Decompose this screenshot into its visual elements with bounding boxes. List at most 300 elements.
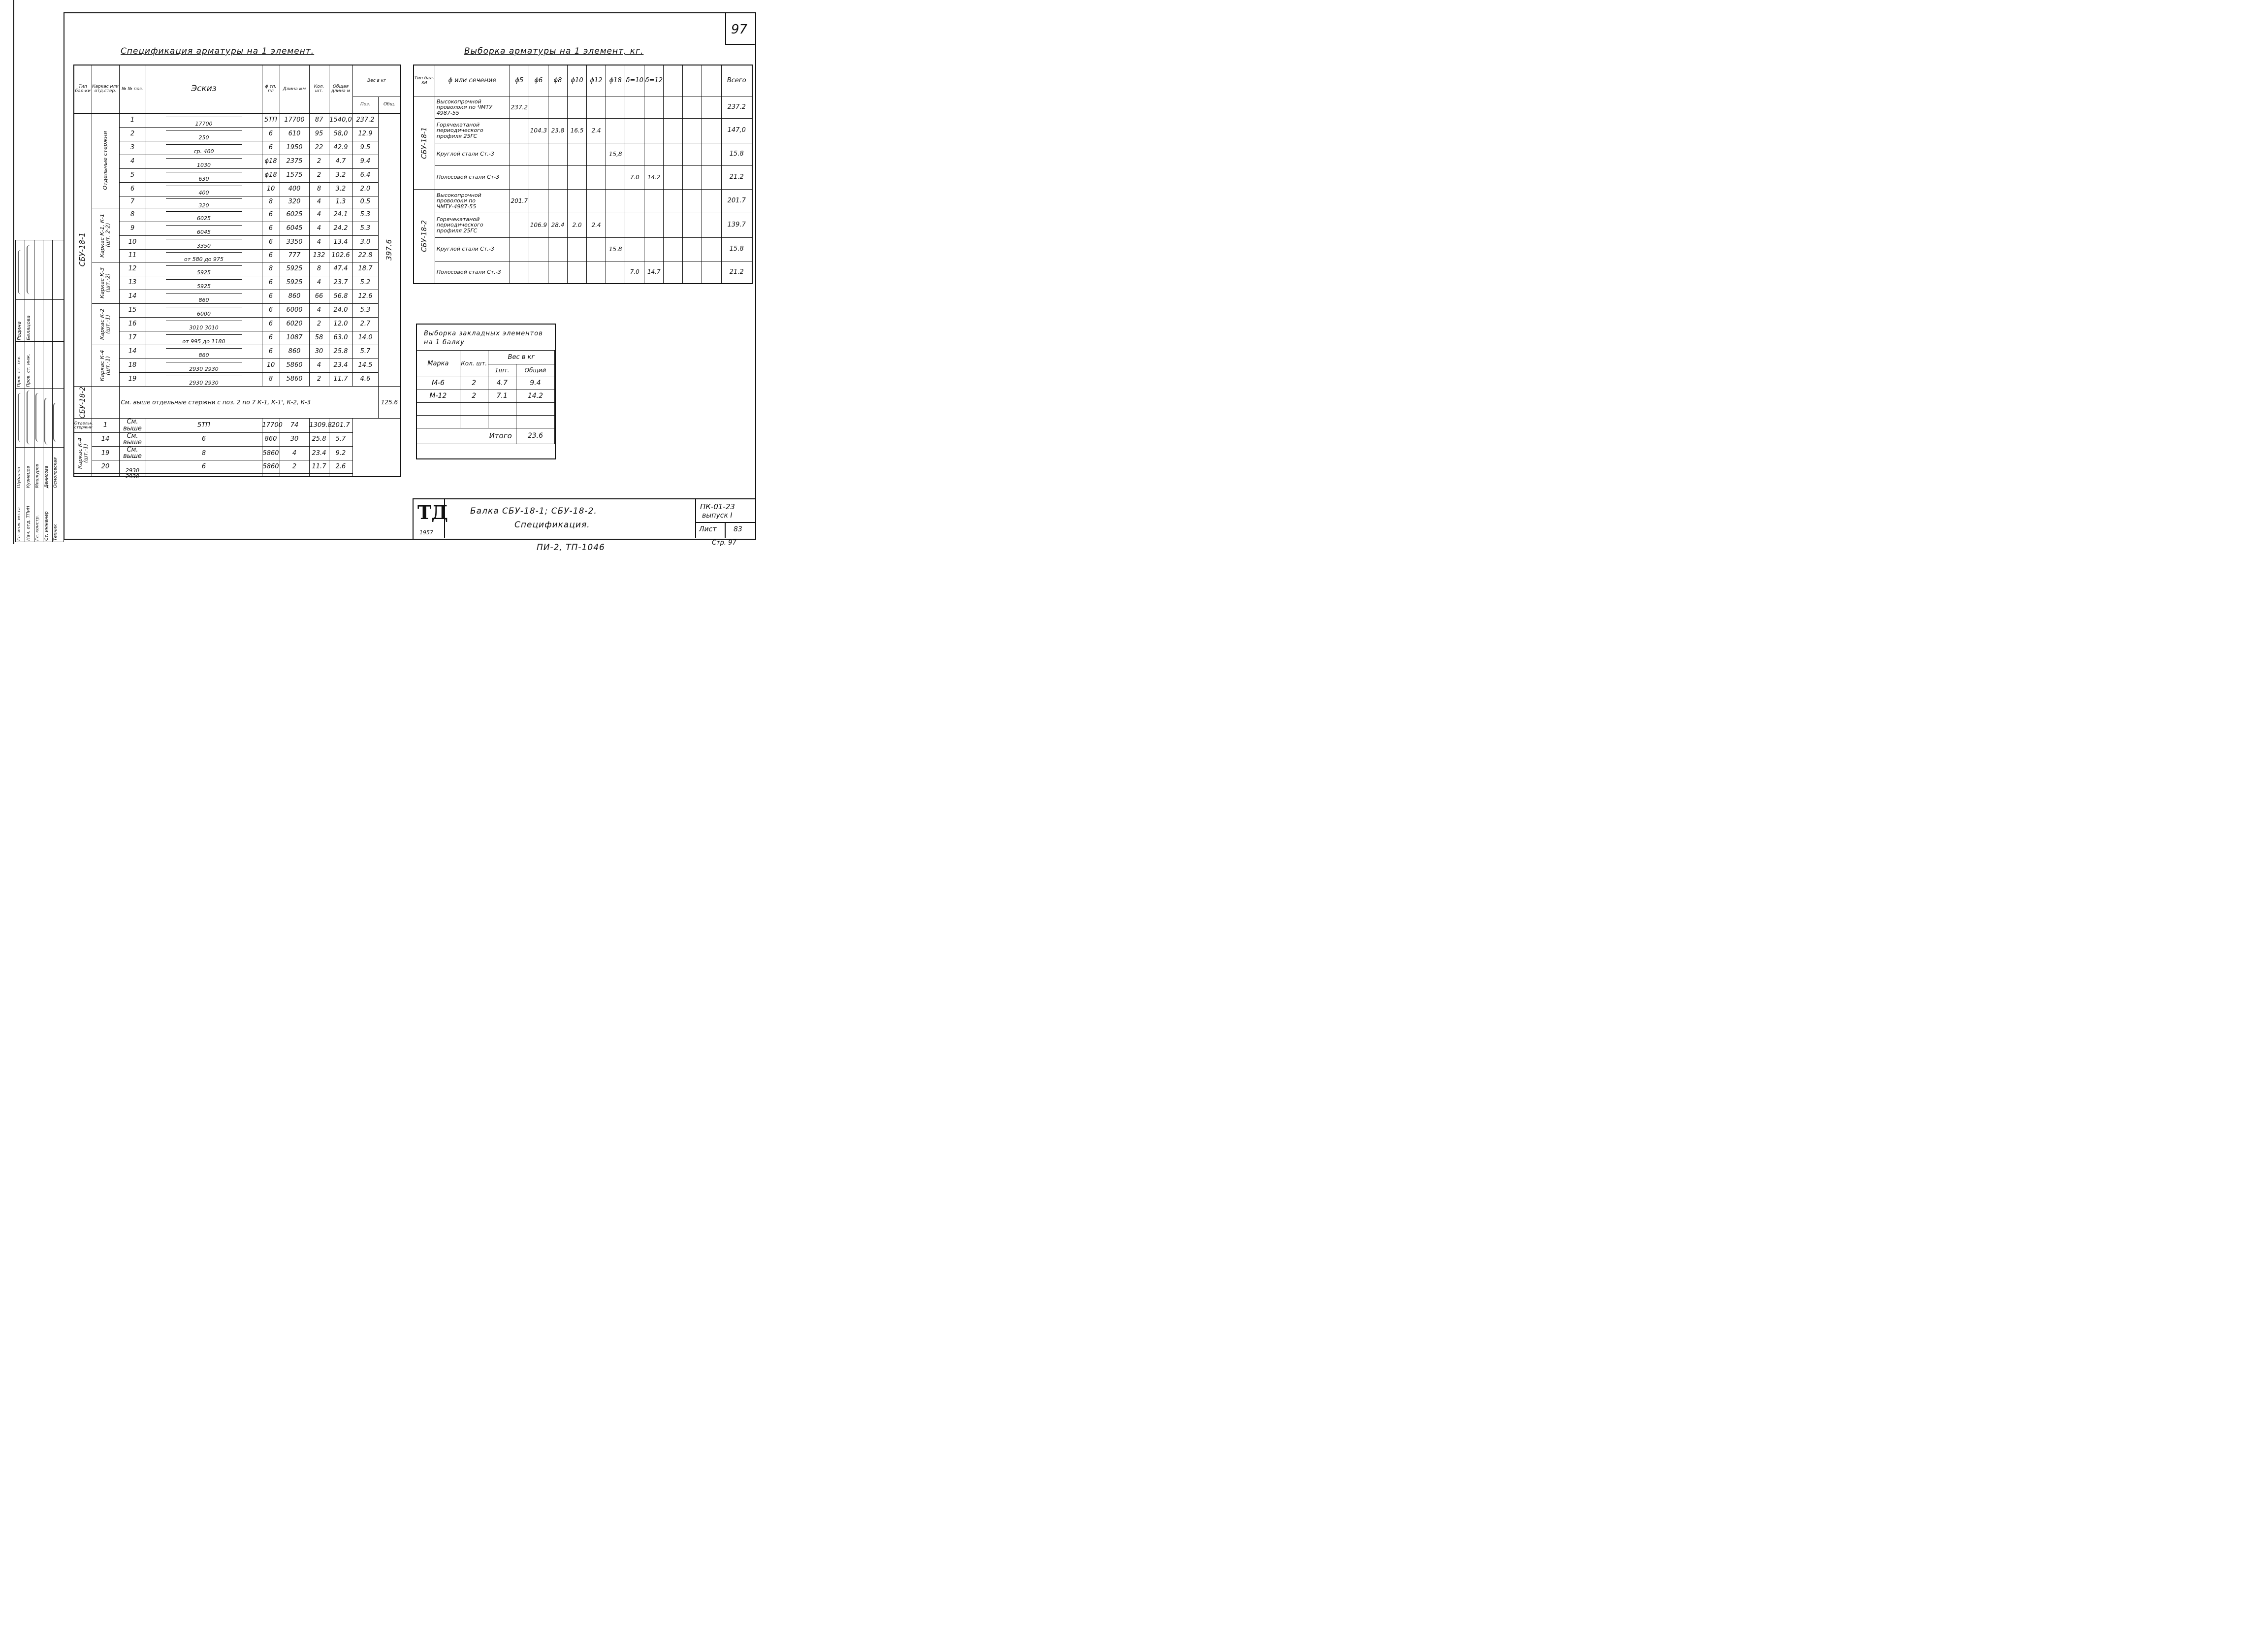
table-row: [74, 208, 401, 222]
frame-group-label: Отдельн. стержни: [74, 421, 94, 429]
sample-h-col: ϕ18: [606, 65, 625, 97]
sample-h-col: δ=12: [644, 65, 664, 97]
pos-cell: 5: [119, 168, 146, 182]
sample-value: [702, 237, 721, 261]
spec-len: 320: [280, 196, 309, 208]
pos-cell: 14: [119, 290, 146, 303]
pos-cell: 8: [119, 208, 146, 222]
spec-h-w-total: Общ.: [378, 97, 401, 113]
sketch-dimension: 17700: [195, 121, 213, 127]
frame-group-label: Каркас К-4 (шт.·1): [76, 437, 89, 469]
table-row: [74, 446, 401, 460]
signature-mark: [44, 397, 51, 445]
spec-len: 6000: [280, 303, 309, 317]
stamp-role: Нач. отд. ТПиН: [26, 506, 31, 541]
logo-year: 1957: [419, 529, 433, 536]
sample-value: [510, 118, 529, 143]
see-above: См. выше: [123, 446, 142, 460]
sketch-cell: [146, 168, 262, 182]
spec-phi: 6: [262, 276, 280, 290]
spec-cnt: 2: [280, 460, 309, 474]
sample-total: 201.7: [721, 189, 752, 213]
embedded-box: [416, 324, 556, 459]
sample-value: [548, 143, 567, 165]
spec-phi: 10: [262, 358, 280, 372]
spec-len: 5860: [280, 372, 309, 386]
sketch-cell: [146, 290, 262, 303]
spec-wp: 5.3: [352, 222, 378, 235]
sample-value: [568, 97, 587, 118]
spec-len: 610: [280, 127, 309, 141]
table-row: [74, 372, 401, 386]
signature-mark: [35, 392, 42, 443]
sample-h-col: [683, 65, 702, 97]
table-row: [74, 127, 401, 141]
sample-total: 139.7: [721, 213, 752, 237]
spec-wp: 6.4: [352, 168, 378, 182]
spec-body-sbu1: [74, 113, 401, 386]
spec-wp: 5.3: [352, 303, 378, 317]
rebar-line: [166, 211, 242, 212]
sample-value: [587, 97, 606, 118]
table-row: [74, 317, 401, 331]
emb-mark: М-12: [416, 390, 460, 403]
table-row: [416, 377, 555, 390]
table-row: [74, 358, 401, 372]
spec-cnt: 58: [309, 331, 329, 345]
sample-value: [568, 143, 587, 165]
table-row: [74, 303, 401, 317]
spec-wp: 9.2: [329, 446, 352, 460]
spec-cnt: 22: [309, 141, 329, 155]
spec-phi: 6: [262, 235, 280, 249]
sample-value: [510, 237, 529, 261]
spec-wp: 9.4: [352, 155, 378, 168]
sample-value: [568, 165, 587, 189]
stamp-role: Гл. констр.: [35, 515, 40, 541]
sample-value: [529, 237, 548, 261]
sbu1-total: 397.6: [384, 239, 394, 261]
sample-value: [664, 213, 683, 237]
sample-value: [625, 118, 644, 143]
sketch-cell: [146, 345, 262, 358]
table-row: [74, 276, 401, 290]
spec-wp: 22.8: [352, 249, 378, 262]
embedded-title: Выборка закладных элементов на 1 балку: [424, 330, 543, 347]
sample-value: [644, 97, 664, 118]
sketch-cell: [119, 432, 146, 446]
spec-len: 1950: [280, 141, 309, 155]
sample-value: [587, 165, 606, 189]
pos-cell: 9: [119, 222, 146, 235]
sketch-dimension: 2930 2930: [126, 467, 139, 480]
sketch-cell: [146, 249, 262, 262]
table-row: [74, 460, 401, 474]
see-above: См. выше: [123, 432, 142, 447]
rebar-line: [166, 225, 242, 226]
sample-h-col: ϕ6: [529, 65, 548, 97]
spec-len: 2375: [280, 155, 309, 168]
spec-tl: 58,0: [329, 127, 352, 141]
table-row: [74, 155, 401, 168]
frame-group-cell: [92, 303, 119, 345]
itogo-label: Итого: [416, 428, 516, 444]
signature-mark: [53, 402, 60, 443]
spec-tl: 23.7: [329, 276, 352, 290]
sample-value: [625, 213, 644, 237]
spec-wp: 4.6: [352, 372, 378, 386]
sample-value: [683, 165, 702, 189]
spec-h-w-pos: Поз.: [352, 97, 378, 113]
spec-len: 1087: [280, 331, 309, 345]
sample-value: 7.0: [625, 261, 644, 284]
table-row: [414, 118, 752, 143]
spec-phi: ϕ18: [262, 155, 280, 168]
sample-type-cell: [414, 97, 435, 189]
sbu2-label: СБУ-18-2: [78, 386, 87, 419]
rebar-line: [166, 279, 242, 280]
spec-phi: 6: [262, 290, 280, 303]
pos-cell: 14: [92, 432, 119, 446]
sample-value: 201.7: [510, 189, 529, 213]
spec-cnt: 30: [280, 432, 309, 446]
spec-tl: 24.2: [329, 222, 352, 235]
spec-cnt: 2: [309, 155, 329, 168]
logo-box: [414, 499, 448, 538]
sample-total: 147,0: [721, 118, 752, 143]
spec-cnt: 87: [309, 113, 329, 127]
sketch-dimension: от 580 до 975: [184, 256, 224, 262]
spec-cnt: 4: [280, 446, 309, 460]
spec-wp: 0.5: [352, 196, 378, 208]
sketch-dimension: 860: [198, 352, 209, 358]
pos-cell: 18: [119, 358, 146, 372]
sample-value: [529, 165, 548, 189]
sheet-number: 83: [734, 525, 742, 533]
table-row: [414, 97, 752, 118]
frame-group-cell: [92, 113, 119, 208]
spec-cnt: 95: [309, 127, 329, 141]
page-number: 97: [731, 22, 748, 37]
pos-cell: 17: [119, 331, 146, 345]
sample-value: 2.4: [587, 118, 606, 143]
sample-value: 14.2: [644, 165, 664, 189]
table-row: [414, 237, 752, 261]
spec-tl: 23.4: [309, 446, 329, 460]
pos-cell: 16: [119, 317, 146, 331]
sample-value: [683, 189, 702, 213]
sample-value: 28.4: [548, 213, 567, 237]
table-row: [74, 432, 401, 446]
rebar-line: [166, 252, 242, 253]
page-number-box: [725, 12, 755, 45]
emb-total: 14.2: [516, 390, 554, 403]
sketch-dimension: 630: [198, 176, 209, 182]
table-row: [74, 222, 401, 235]
spec-tl: 63.0: [329, 331, 352, 345]
table-row: [74, 141, 401, 155]
spec-phi: 6: [262, 331, 280, 345]
sketch-dimension: 320: [198, 202, 209, 209]
sample-value: [644, 118, 664, 143]
table-row: [414, 189, 752, 213]
see-above: См. выше: [123, 418, 142, 432]
doc-code: ПК-01-23: [700, 502, 735, 511]
spec-len: 1575: [280, 168, 309, 182]
stamp-role: Пров. ст. тех.: [17, 356, 22, 387]
sample-value: [510, 213, 529, 237]
signature-mark: [27, 390, 33, 445]
spec-len: 6020: [280, 317, 309, 331]
sample-value: [683, 143, 702, 165]
spec-len: 5860: [262, 460, 280, 474]
table-row: [74, 345, 401, 358]
spec-cnt: 4: [309, 235, 329, 249]
material-name: Круглой стали Ст.-3: [435, 237, 510, 261]
spec-cnt: 4: [309, 222, 329, 235]
spec-phi: 8: [262, 196, 280, 208]
sample-value: 2.4: [587, 213, 606, 237]
sketch-dimension: 6000: [197, 311, 211, 317]
spec-len: 5860: [262, 446, 280, 460]
spec-cnt: 2: [309, 168, 329, 182]
sample-value: [510, 143, 529, 165]
rebar-line: [166, 265, 242, 266]
spec-tl: 47.4: [329, 262, 352, 276]
sample-value: 104.3: [529, 118, 548, 143]
sample-value: [548, 189, 567, 213]
sample-value: [664, 237, 683, 261]
rebar-line: [166, 144, 242, 145]
spec-tl: 23.4: [329, 358, 352, 372]
spec-wp: 5.2: [352, 276, 378, 290]
sample-value: [702, 165, 721, 189]
sample-value: [529, 97, 548, 118]
spec-cnt: 4: [309, 358, 329, 372]
spec-wp: 201.7: [329, 419, 352, 432]
spec-len: 777: [280, 249, 309, 262]
table-row: [74, 419, 401, 432]
sketch-cell: [146, 182, 262, 196]
spec-tl: 1309.8: [309, 419, 329, 432]
sketch-cell: [146, 235, 262, 249]
spec-h-phi: ϕ тп, пл: [262, 65, 280, 113]
spec-len: 5925: [280, 262, 309, 276]
sample-value: [587, 189, 606, 213]
sketch-dimension: 1030: [197, 162, 211, 168]
emb-h-total: Общий: [516, 364, 554, 377]
sketch-cell: [146, 127, 262, 141]
spec-tl: 102.6: [329, 249, 352, 262]
stamp-row-line: [16, 447, 64, 448]
pos-cell: 19: [119, 372, 146, 386]
sample-title: Выборка арматуры на 1 элемент, кг.: [464, 46, 644, 56]
frame-group-label: Каркас К-3 (шт.·2): [99, 267, 111, 298]
sample-value: [606, 118, 625, 143]
material-name: Круглой стали Ст.-3: [435, 143, 510, 165]
spec-body-sbu2: [74, 418, 401, 480]
stamp-name: Мишкуров: [35, 463, 40, 488]
sample-value: [548, 237, 567, 261]
sketch-cell: [146, 113, 262, 127]
spec-phi: 5ТП: [146, 419, 262, 432]
logo: ТД: [417, 501, 448, 523]
sketch-cell: [146, 331, 262, 345]
page-label: Стр. 97: [712, 539, 736, 547]
stamp-name: Осмоловская: [53, 457, 58, 488]
doc-issue: выпуск I: [702, 512, 733, 520]
pos-cell: 1: [119, 113, 146, 127]
sample-h-col: ϕ10: [568, 65, 587, 97]
sample-value: [625, 143, 644, 165]
sketch-cell: [146, 276, 262, 290]
material-name: Высокопрочной проволоки по ЧМТУ 4987-55: [435, 97, 510, 118]
table-row: [74, 290, 401, 303]
sample-value: [644, 143, 664, 165]
sample-h-col: [702, 65, 721, 97]
stamp-row-line: [16, 388, 64, 389]
sample-value: 15,8: [606, 143, 625, 165]
sketch-cell: [119, 419, 146, 432]
frame-group-cell: [92, 262, 119, 303]
spec-tl: 11.7: [309, 460, 329, 474]
sample-value: [702, 118, 721, 143]
sample-value: [625, 237, 644, 261]
sample-value: [702, 213, 721, 237]
sbu2-cell: [74, 386, 92, 419]
spec-tl: 24.1: [329, 208, 352, 222]
table-row: [74, 196, 401, 208]
spec-phi: 8: [262, 372, 280, 386]
table-row: [74, 262, 401, 276]
emb-h-one: 1шт.: [488, 364, 516, 377]
spec-cnt: 8: [309, 182, 329, 196]
sample-value: [664, 118, 683, 143]
spec-len: 3350: [280, 235, 309, 249]
see-above-text: См. выше отдельные стержни с поз. 2 по 7 К-1, К-1', К-2, К-3: [119, 386, 378, 419]
sample-h-col: ϕ12: [587, 65, 606, 97]
sample-value: [568, 261, 587, 284]
sample-h-type: Тип бал-ки: [414, 65, 435, 97]
table-row: [74, 235, 401, 249]
sketch-dimension: 5925: [197, 269, 211, 276]
table-row: [74, 168, 401, 182]
sketch-cell: [119, 460, 146, 480]
sample-total: 21.2: [721, 261, 752, 284]
embedded-table: [416, 350, 555, 444]
sample-value: [664, 165, 683, 189]
spec-h-sketch: Эскиз: [146, 65, 262, 113]
pos-cell: 20: [92, 460, 119, 474]
spec-cnt: 4: [309, 208, 329, 222]
spec-cnt: 4: [309, 276, 329, 290]
emb-mark: М-6: [416, 377, 460, 390]
pos-cell: 14: [119, 345, 146, 358]
frame-group-label: Каркас К-2 (шт.·1): [99, 308, 111, 340]
sample-value: 7.0: [625, 165, 644, 189]
sketch-dimension: 3010 3010: [189, 325, 219, 331]
spec-tl: 12.0: [329, 317, 352, 331]
sample-total: 15.8: [721, 237, 752, 261]
sample-value: [548, 165, 567, 189]
spec-len: 860: [280, 345, 309, 358]
table-row: [74, 113, 401, 127]
itogo-value: 23.6: [516, 428, 554, 444]
spec-h-frame: Каркас или отд.стер.: [92, 65, 119, 113]
emb-total: 9.4: [516, 377, 554, 390]
sample-h-section: ϕ или сечение: [435, 65, 510, 97]
stamp-role: Техник: [53, 524, 58, 541]
pos-cell: 12: [119, 262, 146, 276]
sample-value: [683, 97, 702, 118]
frame-group-cell: [92, 208, 119, 262]
stamp-name: Родина: [17, 321, 22, 340]
spec-tl: 25.8: [309, 432, 329, 446]
title-line2: Спецификация.: [514, 520, 590, 530]
sample-type-label: СБУ-18-2: [420, 220, 428, 253]
spec-cnt: 2: [309, 372, 329, 386]
rebar-line: [166, 130, 242, 131]
sample-type-label: СБУ-18-1: [420, 127, 428, 159]
sheet-label: Лист: [699, 525, 717, 533]
frame-group-cell: [74, 432, 92, 474]
spec-len: 6045: [280, 222, 309, 235]
sample-value: [664, 261, 683, 284]
spec-wp: 5.7: [329, 432, 352, 446]
frame-group-label: Каркас К-1, К-1' (шт. 2·2): [99, 212, 111, 258]
sample-value: 15.8: [606, 237, 625, 261]
rebar-line: [166, 198, 242, 199]
pos-cell: 2: [119, 127, 146, 141]
sample-value: [529, 143, 548, 165]
sample-value: [548, 261, 567, 284]
sample-total: 15.8: [721, 143, 752, 165]
sample-value: [702, 143, 721, 165]
sample-value: [683, 213, 702, 237]
spec-tl: 42.9: [329, 141, 352, 155]
sample-total: 237.2: [721, 97, 752, 118]
sketch-dimension: 5925: [197, 283, 211, 290]
table-row: [416, 390, 555, 403]
sample-value: [548, 97, 567, 118]
left-margin-line: [13, 0, 14, 544]
table-row: [74, 249, 401, 262]
emb-h-weight: Вес в кг: [488, 351, 554, 364]
sample-value: [644, 213, 664, 237]
pos-cell: 19: [92, 446, 119, 460]
spec-tl: 11.7: [329, 372, 352, 386]
sample-type-cell: [414, 189, 435, 284]
spec-table: [73, 65, 401, 480]
spec-len: 17700: [280, 113, 309, 127]
spec-wp: 2.7: [352, 317, 378, 331]
sketch-cell: [146, 372, 262, 386]
sample-value: [644, 189, 664, 213]
sample-value: 2.0: [568, 213, 587, 237]
sketch-cell: [146, 196, 262, 208]
pos-cell: 15: [119, 303, 146, 317]
title-line1: Балка СБУ-18-1; СБУ-18-2.: [470, 506, 597, 516]
sample-h-total: Всего: [721, 65, 752, 97]
spec-wp: 14.5: [352, 358, 378, 372]
material-name: Горячекатаной периодического профиля 25ГС: [435, 213, 510, 237]
sample-value: [625, 97, 644, 118]
sample-value: [683, 237, 702, 261]
spec-tl: 1540,0: [329, 113, 352, 127]
sketch-cell: [146, 262, 262, 276]
sample-value: [510, 261, 529, 284]
stamp-name: Кузнецов: [26, 466, 31, 488]
